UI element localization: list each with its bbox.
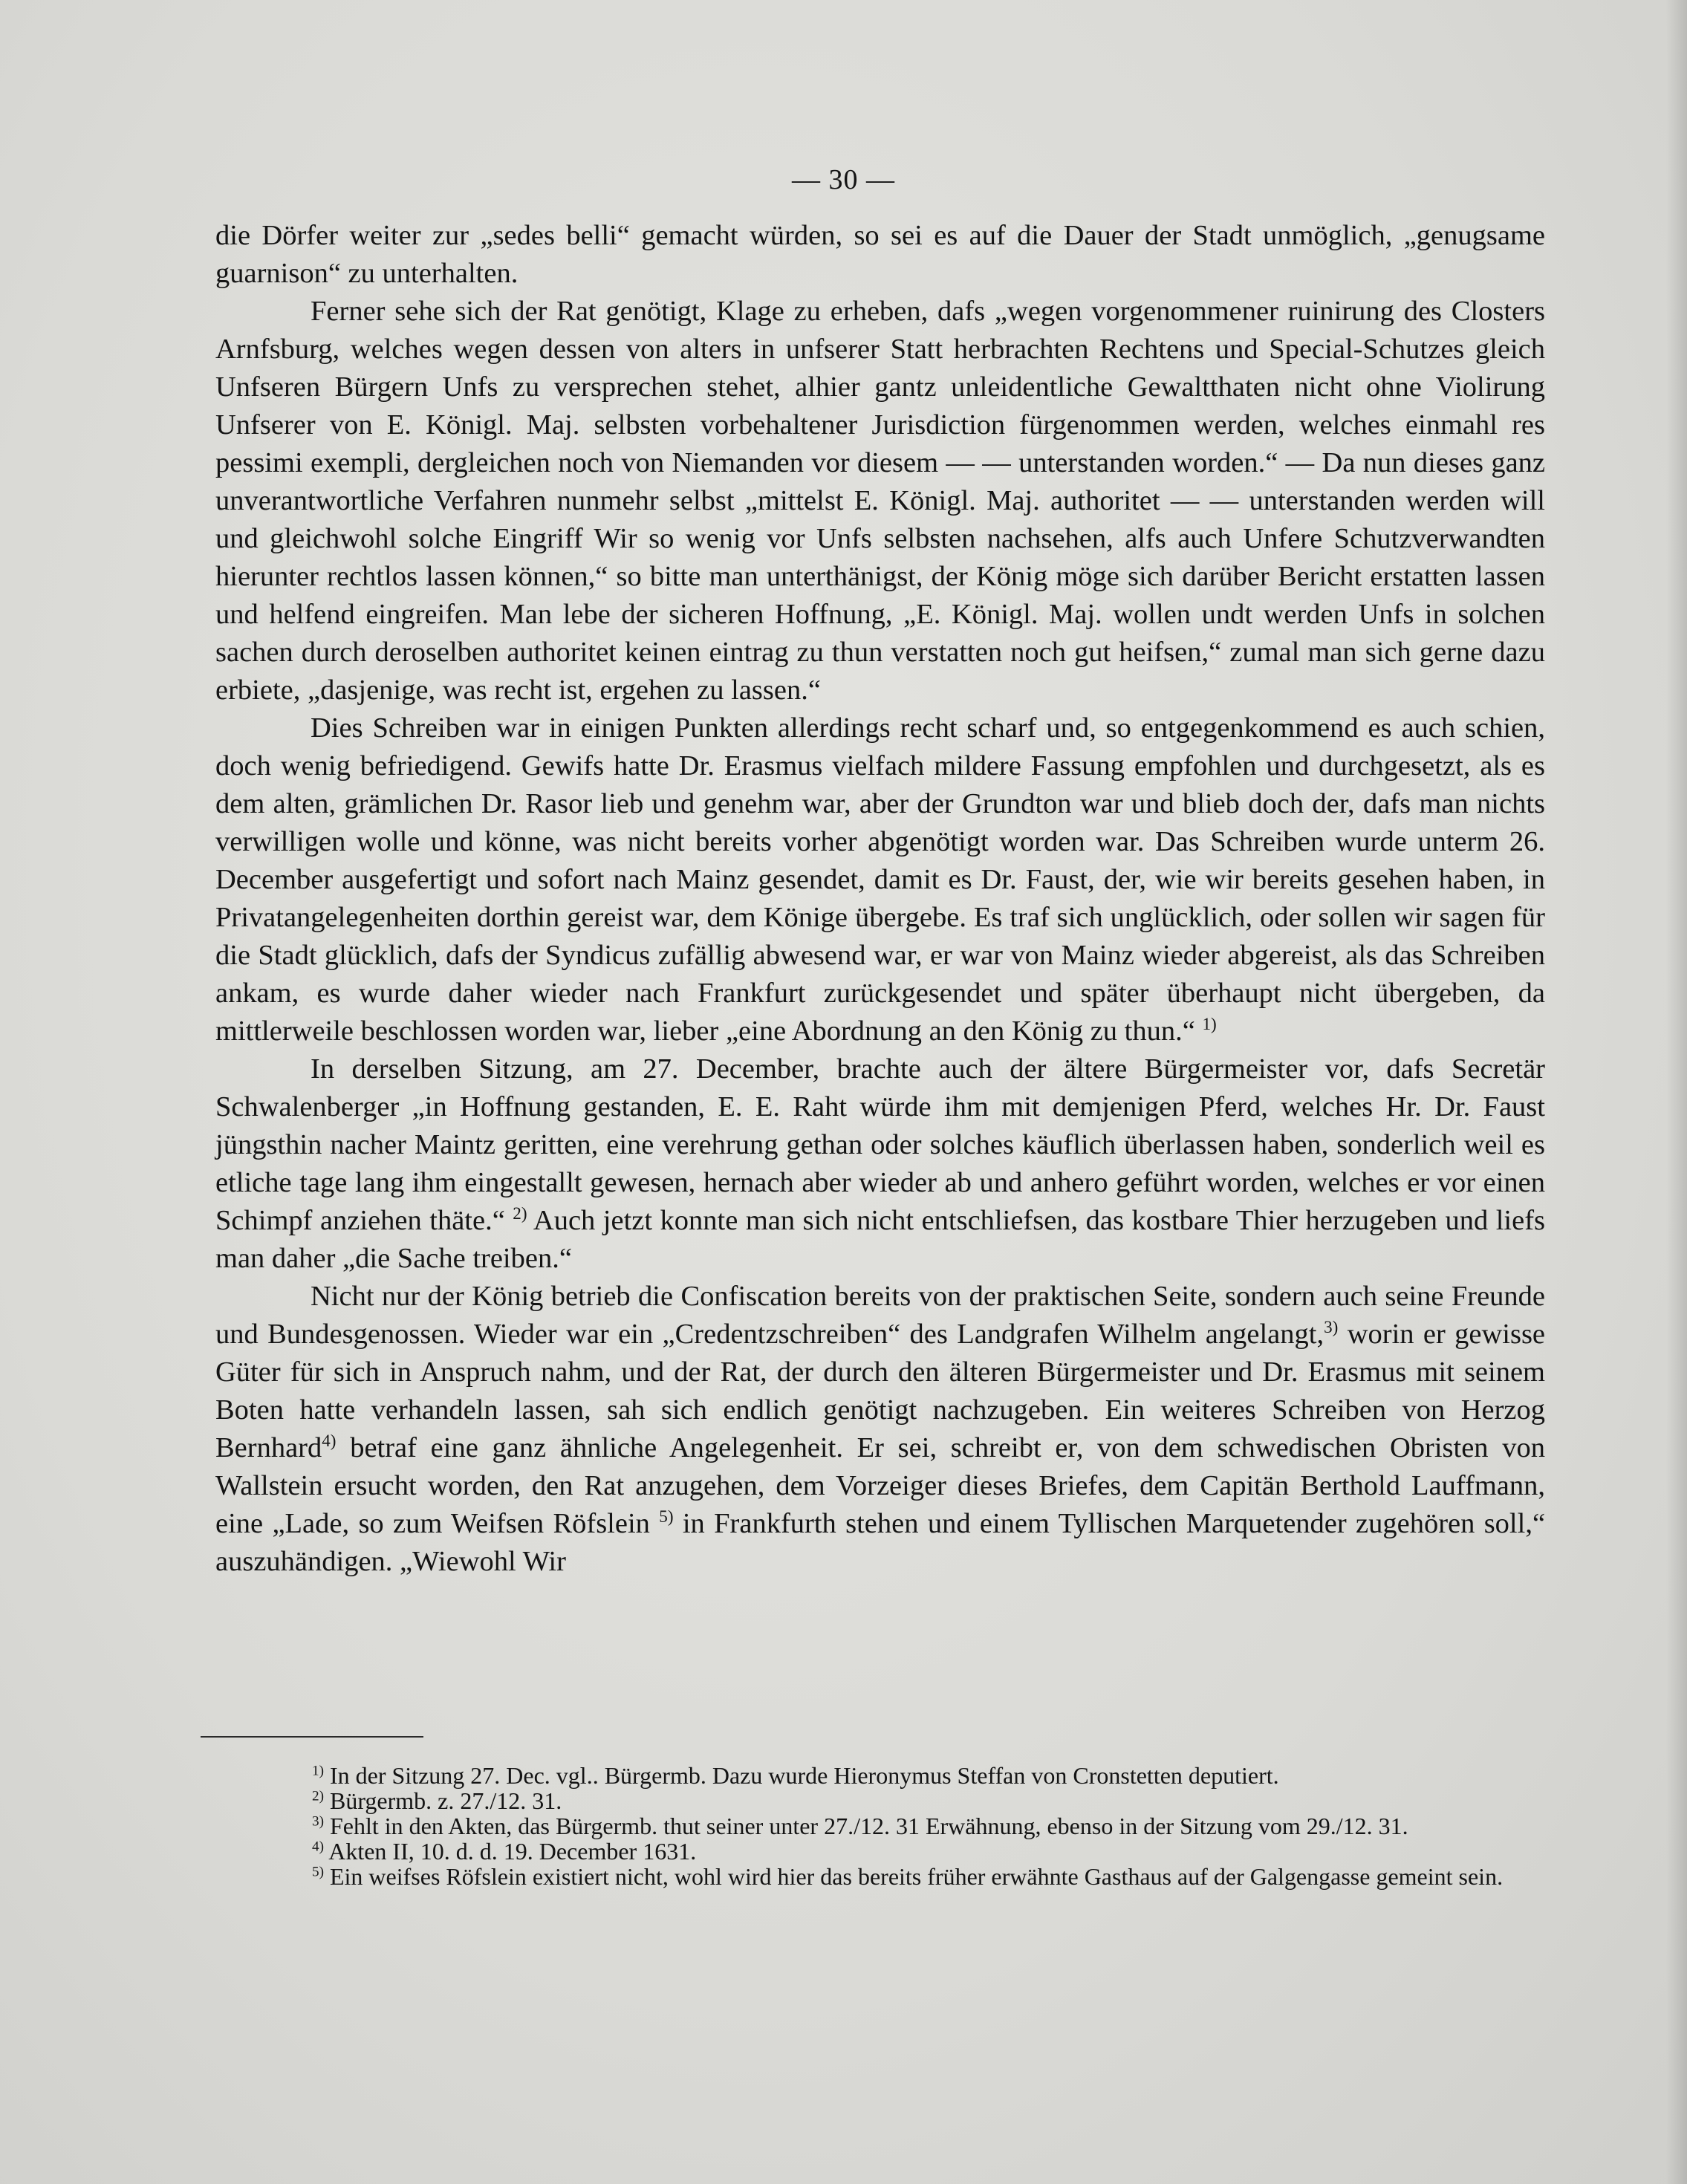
paragraph-2: Ferner sehe sich der Rat genötigt, Klage zu erheben, dafs „wegen vorgenommener ruinirung des Closters Arnfsburg, welches wegen dessen von alters in unfserer Statt herbrachten Rechtens und Special-Schutzes gleich Unfseren Bürgern Unfs zu versprechen stehet, alhier gantz unleidentliche Gewaltthaten nicht ohne Violirung Unfserer von E. Königl. Maj. selbsten vorbehaltener Jurisdiction fürgenommen werden, welches einmahl res pessimi exempli, dergleichen noch von Niemanden vor diesem — — unterstanden worden.“ — Da nun dieses ganz unverantwortliche Verfahren nunmehr selbst „mittelst E. Königl. Maj. authoritet — — unterstanden werden will und gleichwohl solche Eingriff Wir so wenig vor Unfs selbsten nachsehen, alfs auch Unfere Schutzverwandten hierunter rechtlos lassen können,“ so bitte man unterthänigst, der König möge sich darüber Bericht erstatten lassen und helfend eingreifen. Man lebe der sicheren Hoffnung, „E. Königl. Maj. wollen undt werden Unfs in solchen sachen durch deroselben authoritet keinen eintrag zu thun verstatten noch gut heifsen,“ zumal man sich gerne dazu erbiete, „dasjenige, was recht ist, ergehen zu lassen.“ xyxy=(215,296,1545,706)
footnote-ref-5: 5) xyxy=(659,1507,674,1527)
footnote-1 xyxy=(201,1763,1545,1788)
footnote-ref-4: 4) xyxy=(322,1431,337,1451)
footnote-ref-1: 1) xyxy=(1202,1014,1217,1034)
footnote-2 xyxy=(201,1788,1545,1813)
paragraph-5 xyxy=(215,1278,1545,1581)
footnotes xyxy=(201,1763,1545,1889)
paragraph-5-text-c: betraf eine ganz ähnliche Angelegenheit. Er sei, schreibt er, von dem schwedischen Obristen von Wallstein ersucht worden, den Rat anzugehen, dem Vorzeiger dieses Briefes, dem Capitän Berthold Lauffmann, eine „Lade, so zum Weifsen Röfslein xyxy=(215,1432,1545,1539)
footnote-ref-3: 3) xyxy=(1324,1317,1339,1337)
paragraph-3-text: Dies Schreiben war in einigen Punkten allerdings recht scharf und, so entgegenkommend es auch schien, doch wenig befriedigend. Gewifs hatte Dr. Erasmus vielfach mildere Fassung empfohlen und durchgesetzt, als es dem alten, grämlichen Dr. Rasor lieb und genehm war, aber der Grundton war und blieb doch der, dafs man nichts verwilligen wolle und könne, was nicht bereits vorher abgenötigt worden war. Das Schreiben wurde unterm 26. December ausgefertigt und sofort nach Mainz gesendet, damit es Dr. Faust, der, wie wir bereits gesehen haben, in Privatangelegenheiten dorthin gereist war, dem Könige übergebe. Es traf sich unglücklich, oder sollen wir sagen für die Stadt glücklich, dafs der Syndicus zufällig abwesend war, er war von Mainz wieder abgereist, als das Schreiben ankam, es wurde daher wieder nach Frankfurt zurückgesendet und später überhaupt nicht übergeben, da mittlerweile beschlossen worden war, lieber „eine Abordnung an den König zu thun.“ xyxy=(215,712,1545,1047)
footnote-4-text: Akten II, 10. d. d. 19. December 1631. xyxy=(328,1838,697,1865)
paragraph-4 xyxy=(215,1050,1545,1278)
paragraph-5-text-b: worin er gewisse Güter für sich in Anspruch nahm, und der Rat, der durch den älteren Bürgermeister und Dr. Erasmus mit seinem Boten hatte verhandeln lassen, sah sich endlich genötigt nachzugeben. Ein weiteres Schreiben von Herzog Bernhard xyxy=(215,1319,1546,1463)
footnote-5-text: Ein weifses Röfslein existiert nicht, wohl wird hier das bereits früher erwähnte Gasthaus auf der Galgengasse gemeint sein. xyxy=(329,1863,1504,1890)
footnote-5 xyxy=(201,1864,1545,1889)
paragraph-4-tail: Auch jetzt konnte man sich nicht entschliefsen, das kostbare Thier herzugeben und liefs man daher „die Sache treiben.“ xyxy=(215,1205,1545,1274)
paragraph-5-text-d: in Frankfurth stehen und einem Tyllischen Marquetender zugehören soll,“ auszuhändigen. „Wiewohl Wir xyxy=(215,1508,1546,1577)
paragraph-5-text-a: Nicht nur der König betrieb die Confiscation bereits von der praktischen Seite, sondern auch seine Freunde und Bundesgenossen. Wieder war ein „Credentzschreiben“ des Landgrafen Wilhelm angelangt, xyxy=(215,1281,1545,1350)
paragraph-4-text: In derselben Sitzung, am 27. December, brachte auch der ältere Bürgermeister vor, dafs Secretär Schwalenberger „in Hoffnung gestanden, E. E. Raht würde ihm mit demjenigen Pferd, welches Hr. Dr. Faust jüngsthin nacher Maintz geritten, eine verehrung gethan oder solches käuflich überlassen haben, sonderlich weil es etliche tage lang ihm eingestallt gewesen, hernach aber wieder ab und anhero geführt worden, welches er vor einen Schimpf anziehen thäte.“ xyxy=(215,1053,1545,1236)
footnote-ref-2: 2) xyxy=(513,1203,527,1223)
footnote-3 xyxy=(201,1813,1545,1839)
footnote-5-marker: 5) xyxy=(312,1864,324,1880)
footnote-3-marker: 3) xyxy=(312,1813,324,1830)
paragraph-1: die Dörfer weiter zur „sedes belli“ gemacht würden, so sei es auf die Dauer der Stadt unmöglich, „genugsame guarnison“ zu unterhalten. xyxy=(215,220,1545,289)
footnote-2-marker: 2) xyxy=(312,1788,324,1804)
footnote-4 xyxy=(201,1839,1545,1864)
footnote-1-text: In der Sitzung 27. Dec. vgl.. Bürgermb. Dazu wurde Hieronymus Steffan von Cronstetten deputiert. xyxy=(329,1762,1279,1789)
footnote-3-text: Fehlt in den Akten, das Bürgermb. thut seiner unter 27./12. 31 Erwähnung, ebenso in der Sitzung vom 29./12. 31. xyxy=(329,1813,1408,1839)
page-number: — 30 — xyxy=(792,164,895,195)
footnote-1-marker: 1) xyxy=(312,1763,324,1779)
footnote-2-text: Bürgermb. z. 27./12. 31. xyxy=(329,1787,562,1814)
footnote-4-marker: 4) xyxy=(312,1839,324,1855)
page-edge-shadow xyxy=(1666,0,1687,2184)
main-text xyxy=(215,217,1545,1581)
paragraph-3 xyxy=(215,709,1545,1050)
footnote-divider xyxy=(201,1736,423,1738)
